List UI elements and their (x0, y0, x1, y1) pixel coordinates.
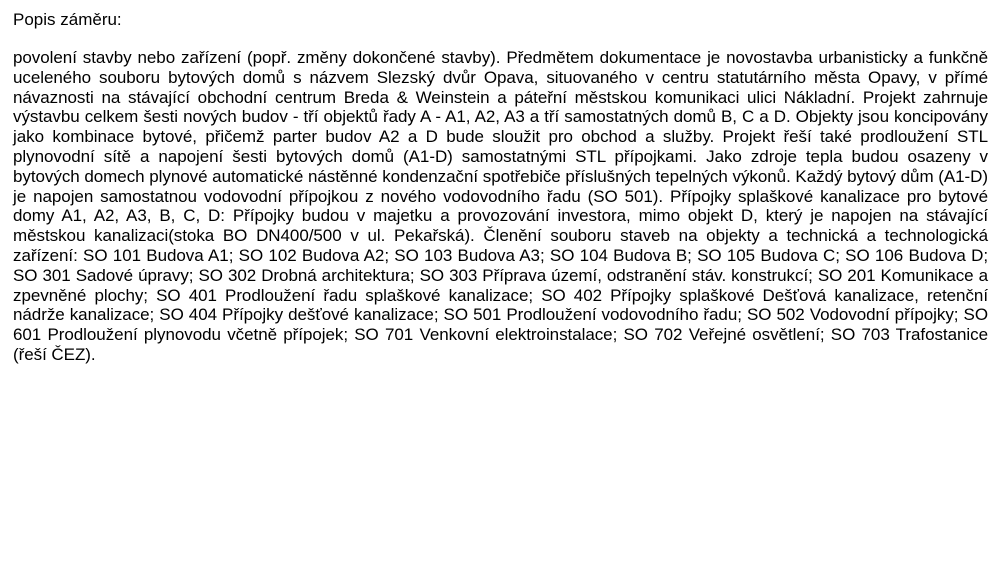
description-paragraph: povolení stavby nebo zařízení (popř. změny dokončené stavby). Předmětem dokumentace je novostavba urbanisticky a funkčně uceleného souboru bytových domů s názvem Slezský dvůr Opava, situovaného v centru statutárního města Opavy, v přímé návaznosti na stávající obchodní centrum Breda & Weinstein a páteřní městskou komunikaci ulici Nákladní. Projekt zahrnuje výstavbu celkem šesti nových budov - tří objektů řady A - A1, A2, A3 a tří samostatných domů B, C a D. Objekty jsou koncipovány jako kombinace bytové, přičemž parter budov A2 a D bude sloužit pro obchod a služby. Projekt řeší také prodloužení STL plynovodní sítě a napojení šesti bytových domů (A1-D) samostatnými STL přípojkami. Jako zdroje tepla budou osazeny v bytových domech plynové automatické nástěnné kondenzační spotřebiče příslušných tepelných výkonů. Každý bytový dům (A1-D) je napojen samostatnou vodovodní přípojkou z nového vodovodního řadu (SO 501). Přípojky splaškové kanalizace pro bytové domy A1, A2, A3, B, C, D: Přípojky budou v majetku a provozování investora, mimo objekt D, který je napojen na stávající městskou kanalizaci(stoka BO DN400/500 v ul. Pekařská). Členění souboru staveb na objekty a technická a technologická zařízení: SO 101 Budova A1; SO 102 Budova A2; SO 103 Budova A3; SO 104 Budova B; SO 105 Budova C; SO 106 Budova D; SO 301 Sadové úpravy; SO 302 Drobná architektura; SO 303 Příprava území, odstranění stáv. konstrukcí; SO 201 Komunikace a zpevněné plochy; SO 401 Prodloužení řadu splaškové kanalizace; SO 402 Přípojky splaškové Dešťová kanalizace, retenční nádrže kanalizace; SO 404 Přípojky dešťové kanalizace; SO 501 Prodloužení vodovodního řadu; SO 502 Vodovodní přípojky; SO 601 Prodloužení plynovodu včetně přípojek; SO 701 Venkovní elektroinstalace; SO 702 Veřejné osvětlení; SO 703 Trafostanice (řeší ČEZ). (13, 48, 988, 364)
document-content (13, 10, 988, 365)
section-heading: Popis záměru: (13, 10, 122, 29)
